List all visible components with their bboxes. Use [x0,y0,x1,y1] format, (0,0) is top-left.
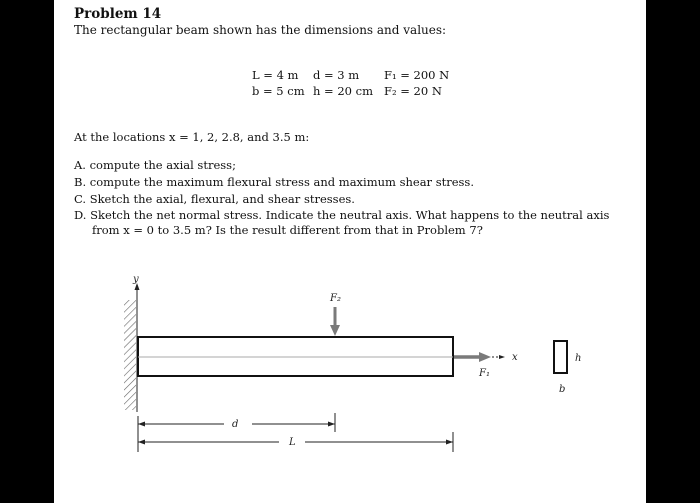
y-axis-label: y [133,274,139,285]
value-b: b = 5 cm [252,84,305,98]
problem-title: Problem 14 [74,6,162,22]
value-d: d = 3 m [313,68,360,82]
beam-figure [54,0,646,503]
cross-section-width-label: b [559,384,566,395]
task-d: D. Sketch the net normal stress. Indicate the neutral axis. What happens to the neutral axis [74,208,610,222]
value-F2: F₂ = 20 N [384,84,442,98]
task-c: C. Sketch the axial, flexural, and shear stresses. [74,192,355,206]
task-b: B. compute the maximum flexural stress and maximum shear stress. [74,175,474,189]
cross-section-height-label: h [575,353,582,364]
dimension-L-label: L [289,437,296,448]
dimension-d-label: d [232,419,239,430]
problem-intro: The rectangular beam shown has the dimensions and values: [74,23,447,37]
dimension-L-arrow-left-icon [138,440,145,445]
task-d-continued: from x = 0 to 3.5 m? Is the result different from that in Problem 7? [92,223,483,237]
value-L: L = 4 m [252,68,299,82]
dimension-d-arrow-left-icon [138,422,145,427]
cross-section [554,341,567,373]
value-F1: F₁ = 200 N [384,68,450,82]
dimension-L-arrow-right-icon [446,440,453,445]
dimension-d-arrow-right-icon [328,422,335,427]
problem-page [54,0,646,503]
x-axis-arrow-icon [499,355,505,359]
value-h: h = 20 cm [313,84,373,98]
force-f1-label: F₁ [479,368,490,379]
force-f2-arrow-icon [330,325,340,336]
task-a: A. compute the axial stress; [74,158,236,172]
locations-text: At the locations x = 1, 2, 2.8, and 3.5 m: [74,130,310,144]
force-f1-arrow-icon [479,352,491,362]
force-f2-label: F₂ [330,293,341,304]
wall-hatching [124,300,136,410]
x-axis-label: x [512,352,518,363]
